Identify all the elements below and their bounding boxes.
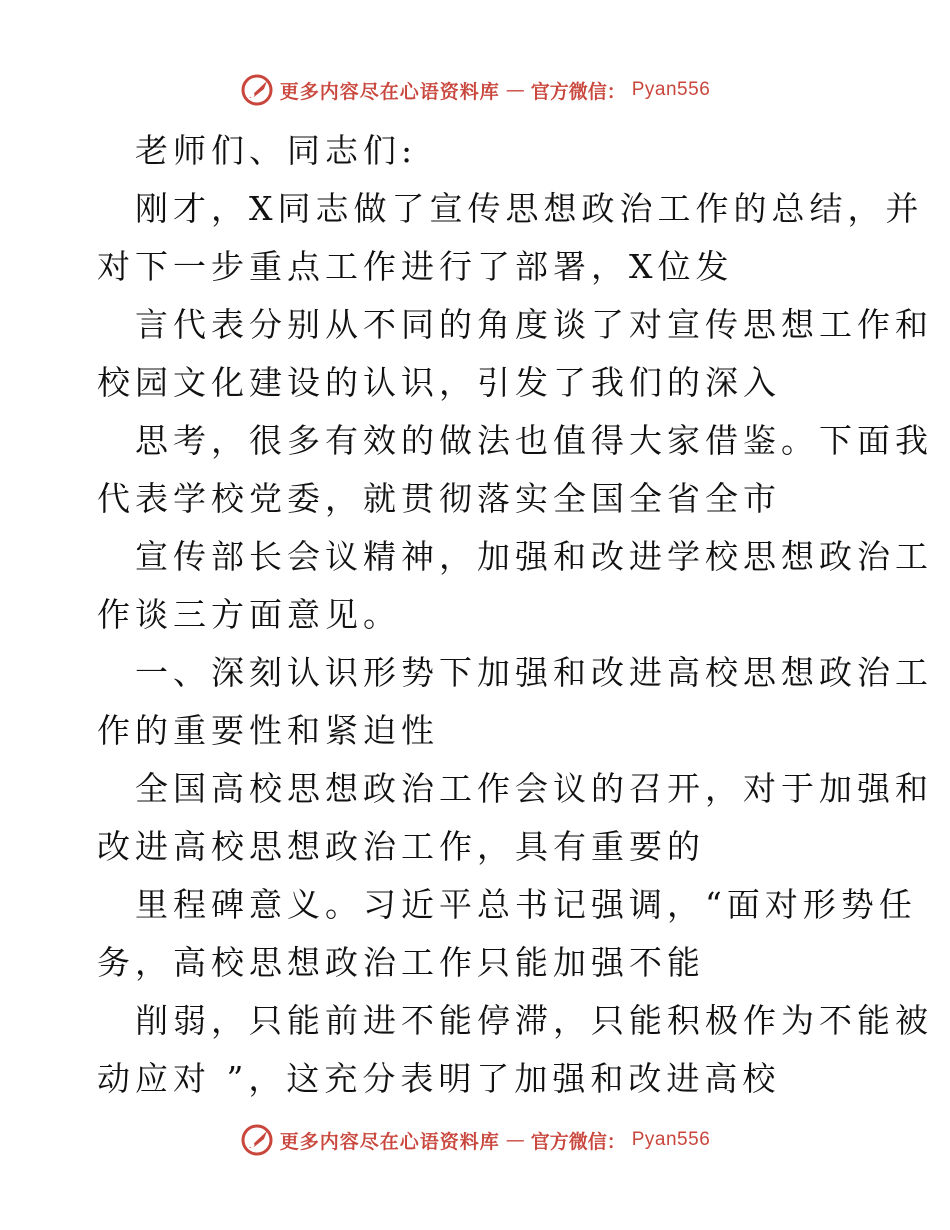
quill-logo-icon — [240, 73, 274, 107]
text-line: 思考，很多有效的做法也值得大家借鉴。下面我 — [135, 421, 933, 460]
banner-separator: — — [505, 79, 525, 101]
text-line: 全国高校思想政治工作会议的召开，对于加强和 — [135, 769, 933, 808]
text-line: 改进高校思想政治工作，具有重要的 — [97, 827, 705, 866]
banner-contact-id: Pyan556 — [631, 1129, 711, 1150]
banner-contact-label: 官方微信： — [530, 1130, 626, 1153]
banner-separator: — — [505, 1129, 525, 1151]
text-line: 老师们、同志们: — [135, 131, 418, 170]
banner-contact-id: Pyan556 — [631, 79, 711, 100]
document-body — [97, 122, 933, 1108]
banner-brand-text: 更多内容尽在心语资料库 — [279, 80, 500, 103]
section-heading-line: 一、深刻认识形势下加强和改进高校思想政治工 — [135, 653, 933, 692]
text-line: 作谈三方面意见。 — [97, 595, 401, 634]
text-line: 言代表分别从不同的角度谈了对宣传思想工作和 — [135, 305, 933, 344]
text-line: 代表学校党委，就贯彻落实全国全省全市 — [97, 479, 781, 518]
text-line: 务，高校思想政治工作只能加强不能 — [97, 943, 705, 982]
text-line: 动应对 ”，这充分表明了加强和改进高校 — [97, 1059, 781, 1098]
text-line: 刚才，X同志做了宣传思想政治工作的总结，并 — [135, 189, 924, 228]
text-line: 校园文化建设的认识，引发了我们的深入 — [97, 363, 781, 402]
footer-watermark-banner — [0, 1120, 950, 1160]
header-watermark-banner — [0, 70, 950, 110]
text-line: 削弱，只能前进不能停滞，只能积极作为不能被 — [135, 1001, 933, 1040]
banner-contact-label: 官方微信： — [530, 80, 626, 103]
banner-brand-text: 更多内容尽在心语资料库 — [279, 1130, 500, 1153]
quill-logo-icon — [240, 1123, 274, 1157]
text-line: 宣传部长会议精神，加强和改进学校思想政治工 — [135, 537, 933, 576]
section-heading-line: 作的重要性和紧迫性 — [97, 711, 439, 750]
text-line: 对下一步重点工作进行了部署，X位发 — [97, 247, 734, 286]
text-line: 里程碑意义。习近平总书记强调，“面对形势任 — [135, 885, 917, 924]
